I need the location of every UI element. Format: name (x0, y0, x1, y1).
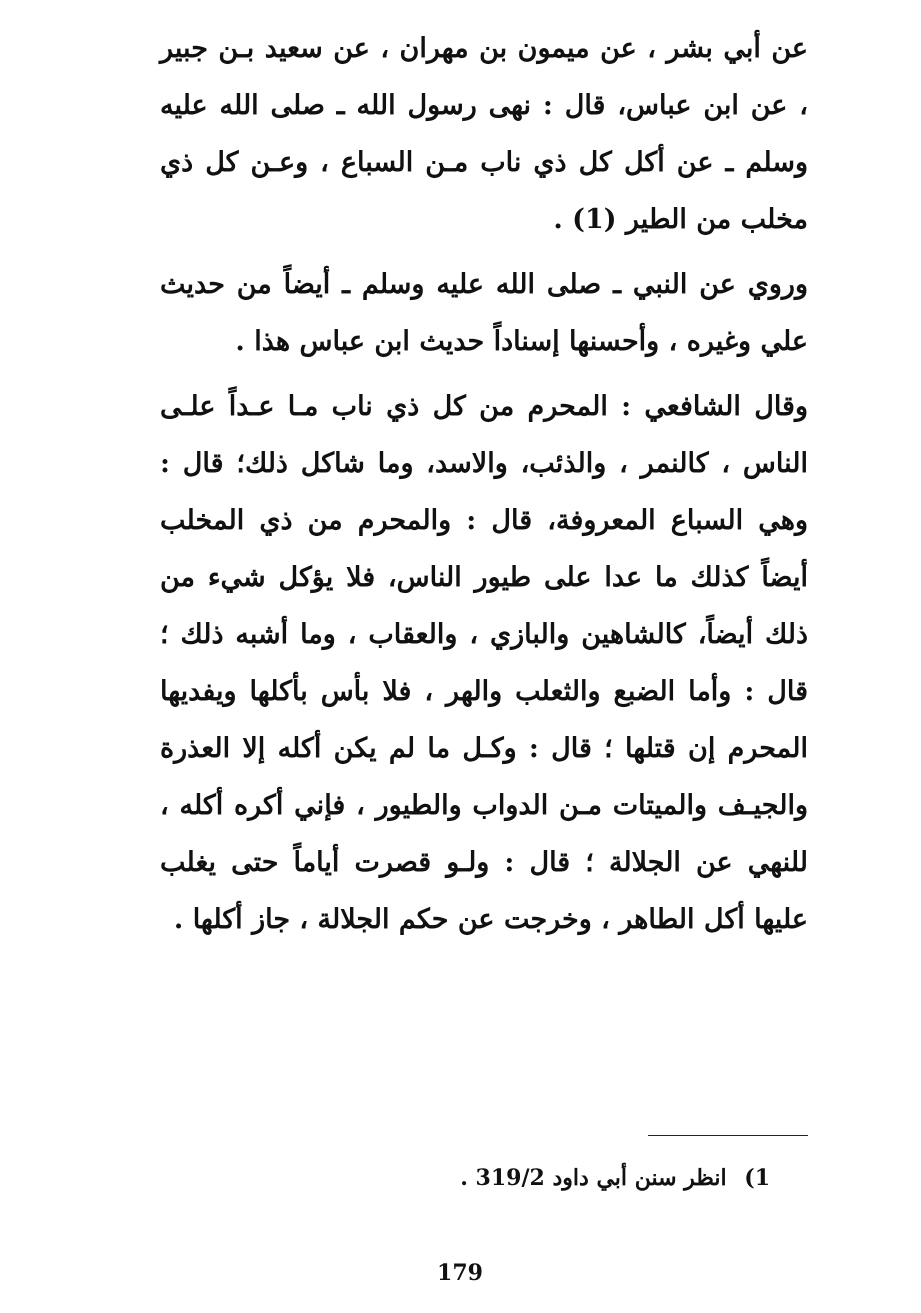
footnote-marker: 1) (744, 1165, 770, 1191)
paragraph-hadith-ibn-abbas: عن أبي بشر ، عن ميمون بن مهران ، عن سعيد بـن جبير ، عن ابن عباس، قال : نهى رسول الله ـ صلى الله عليه وسلم ـ عن أكل كل ذي ناب مـن السباع ، وعـن كل ذي مخلب من الطير (1) . (160, 33, 808, 235)
footnote-text: انظر سنن أبي داود 319/2 . (460, 1165, 727, 1191)
paragraph-shafii-opinion: وقال الشافعي : المحرم من كل ذي ناب مـا عـداً علـى الناس ، كالنمر ، والذئب، والاسد، وما شاكل ذلك؛ قال : وهي السباع المعروفة، قال : والمحرم من ذي المخلب أيضاً كذلك ما عدا على طيور الناس، فلا يؤكل شيء من ذلك أيضاً، كالشاهين والبازي ، والعقاب ، وما أشبه ذلك ؛ قال : وأما الضبع والثعلب والهر ، فلا بأس بأكلها ويفديها المحرم إن قتلها ؛ قال : وكـل ما لم يكن أكله إلا العذرة والجيـف والميتات مـن الدواب والطيور ، فإني أكره أكله ، للنهي عن الجلالة ؛ قال : ولـو قصرت أياماً حتى يغلب عليها أكل الطاهر ، وخرجت عن حكم الجلالة ، جاز أكلها . (160, 391, 808, 935)
footnote-separator (648, 1135, 808, 1136)
paragraph-narration-note: وروي عن النبي ـ صلى الله عليه وسلم ـ أيضاً من حديث علي وغيره ، وأحسنها إسناداً حديث ابن عباس هذا . (160, 269, 808, 357)
footnote (300, 1160, 770, 1196)
page-number: 179 (437, 1260, 483, 1286)
